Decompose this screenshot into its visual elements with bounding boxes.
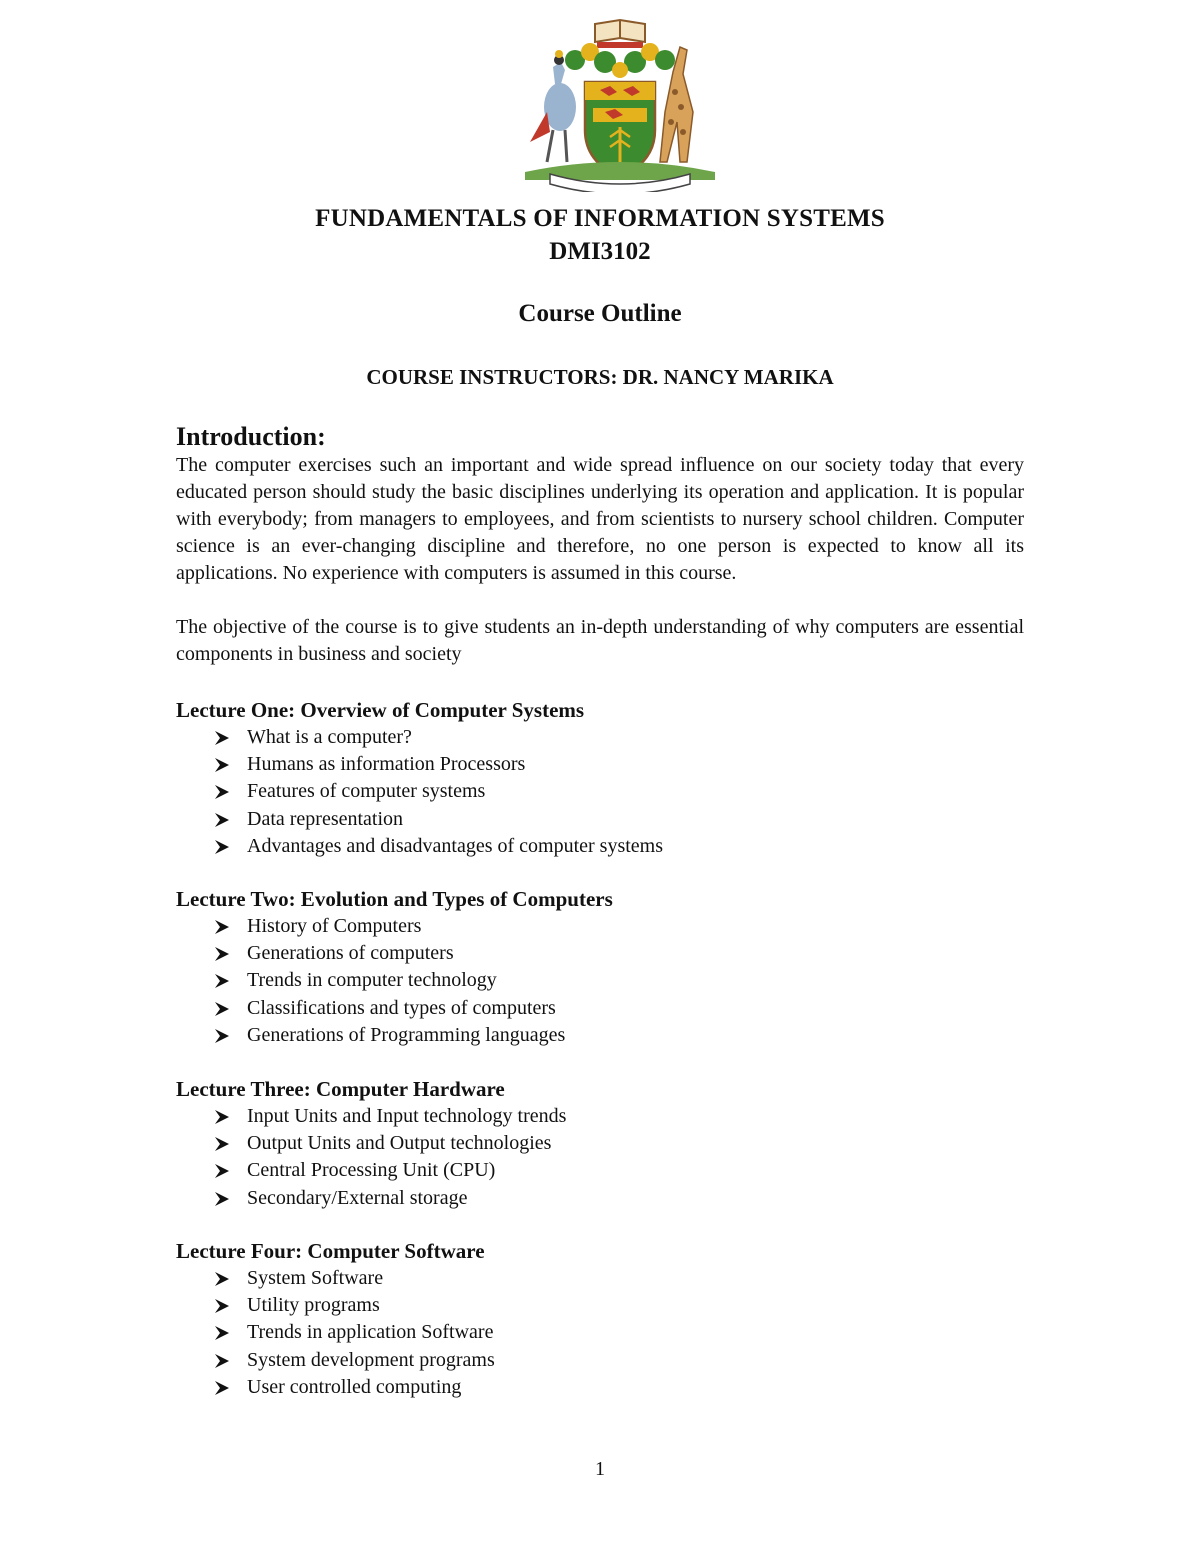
arrow-bullet-icon <box>214 1353 230 1369</box>
introduction-heading: Introduction: <box>176 422 326 451</box>
list-item <box>176 1374 1024 1401</box>
arrow-bullet-icon <box>214 1271 230 1287</box>
lecture-heading: Lecture One: Overview of Computer Systems <box>176 698 585 722</box>
list-item <box>176 806 1024 833</box>
topic-label: Data representation <box>247 807 404 830</box>
arrow-bullet-icon <box>214 1028 230 1044</box>
arrow-bullet-icon <box>214 1298 230 1314</box>
topic-label: Generations of Programming languages <box>247 1023 566 1046</box>
arrow-bullet-icon <box>214 839 230 855</box>
topic-label: Output Units and Output technologies <box>247 1132 552 1155</box>
topic-list <box>176 1103 1024 1212</box>
course-title: FUNDAMENTALS OF INFORMATION SYSTEMS <box>315 205 885 232</box>
lecture-heading: Lecture Three: Computer Hardware <box>176 1077 505 1101</box>
topic-label: Advantages and disadvantages of computer systems <box>247 834 664 857</box>
topic-label: History of Computers <box>247 915 422 937</box>
topic-label: What is a computer? <box>247 726 412 748</box>
list-item <box>176 833 1024 860</box>
list-item <box>176 751 1024 778</box>
objective-paragraph: The objective of the course is to give students an in-depth understanding of why computers are essential components in business and society <box>176 616 1024 665</box>
list-item <box>176 1185 1024 1212</box>
lecture-section <box>176 696 1024 860</box>
lecture-heading: Lecture Four: Computer Software <box>176 1239 485 1263</box>
topic-label: Central Processing Unit (CPU) <box>247 1159 496 1182</box>
list-item <box>176 913 1024 940</box>
arrow-bullet-icon <box>214 757 230 773</box>
arrow-bullet-icon <box>214 946 230 962</box>
topic-label: Trends in application Software <box>247 1321 494 1344</box>
course-code: DMI3102 <box>549 238 651 265</box>
coat-of-arms-icon <box>505 12 735 192</box>
arrow-bullet-icon <box>214 730 230 746</box>
list-item <box>176 1022 1024 1049</box>
list-item <box>176 778 1024 805</box>
introduction-paragraph: The computer exercises such an important and wide spread influence on our society today that every educated person should study the basic disciplines underlying its operation and application. It is popular with everybody; from managers to employees, and from scientists to nursery school children. Computer science is an ever-changing discipline and therefore, no one person is expected to know all its applications. No experience with computers is assumed in this course. <box>176 454 1024 584</box>
topic-list <box>176 724 1024 860</box>
list-item <box>176 995 1024 1022</box>
topic-label: System Software <box>247 1267 384 1289</box>
lecture-heading: Lecture Two: Evolution and Types of Computers <box>176 887 613 911</box>
arrow-bullet-icon <box>214 1109 230 1125</box>
topic-label: Features of computer systems <box>247 780 486 803</box>
arrow-bullet-icon <box>214 784 230 800</box>
arrow-bullet-icon <box>214 919 230 935</box>
topic-label: Trends in computer technology <box>247 969 497 992</box>
arrow-bullet-icon <box>214 973 230 989</box>
list-item <box>176 967 1024 994</box>
list-item <box>176 1347 1024 1374</box>
outline-heading: Course Outline <box>518 300 682 327</box>
lecture-section <box>176 1237 1024 1401</box>
topic-label: System development programs <box>247 1348 495 1371</box>
topic-label: Input Units and Input technology trends <box>247 1105 567 1127</box>
list-item <box>176 724 1024 751</box>
arrow-bullet-icon <box>214 1163 230 1179</box>
lecture-section <box>176 1075 1024 1212</box>
arrow-bullet-icon <box>214 1136 230 1152</box>
list-item <box>176 1265 1024 1292</box>
page-number: 1 <box>595 1458 605 1480</box>
arrow-bullet-icon <box>214 1001 230 1017</box>
arrow-bullet-icon <box>214 1191 230 1207</box>
arrow-bullet-icon <box>214 1380 230 1396</box>
topic-label: User controlled computing <box>247 1375 462 1398</box>
list-item <box>176 1292 1024 1319</box>
list-item <box>176 940 1024 967</box>
list-item <box>176 1103 1024 1130</box>
arrow-bullet-icon <box>214 812 230 828</box>
list-item <box>176 1157 1024 1184</box>
topic-label: Humans as information Processors <box>247 753 526 776</box>
lecture-section <box>176 885 1024 1049</box>
course-instructors: COURSE INSTRUCTORS: DR. NANCY MARIKA <box>366 365 834 389</box>
topic-label: Classifications and types of computers <box>247 996 556 1019</box>
list-item <box>176 1319 1024 1346</box>
topic-label: Utility programs <box>247 1294 380 1317</box>
list-item <box>176 1130 1024 1157</box>
arrow-bullet-icon <box>214 1325 230 1341</box>
topic-label: Secondary/External storage <box>247 1186 468 1209</box>
topic-label: Generations of computers <box>247 942 454 965</box>
topic-list <box>176 913 1024 1049</box>
topic-list <box>176 1265 1024 1401</box>
